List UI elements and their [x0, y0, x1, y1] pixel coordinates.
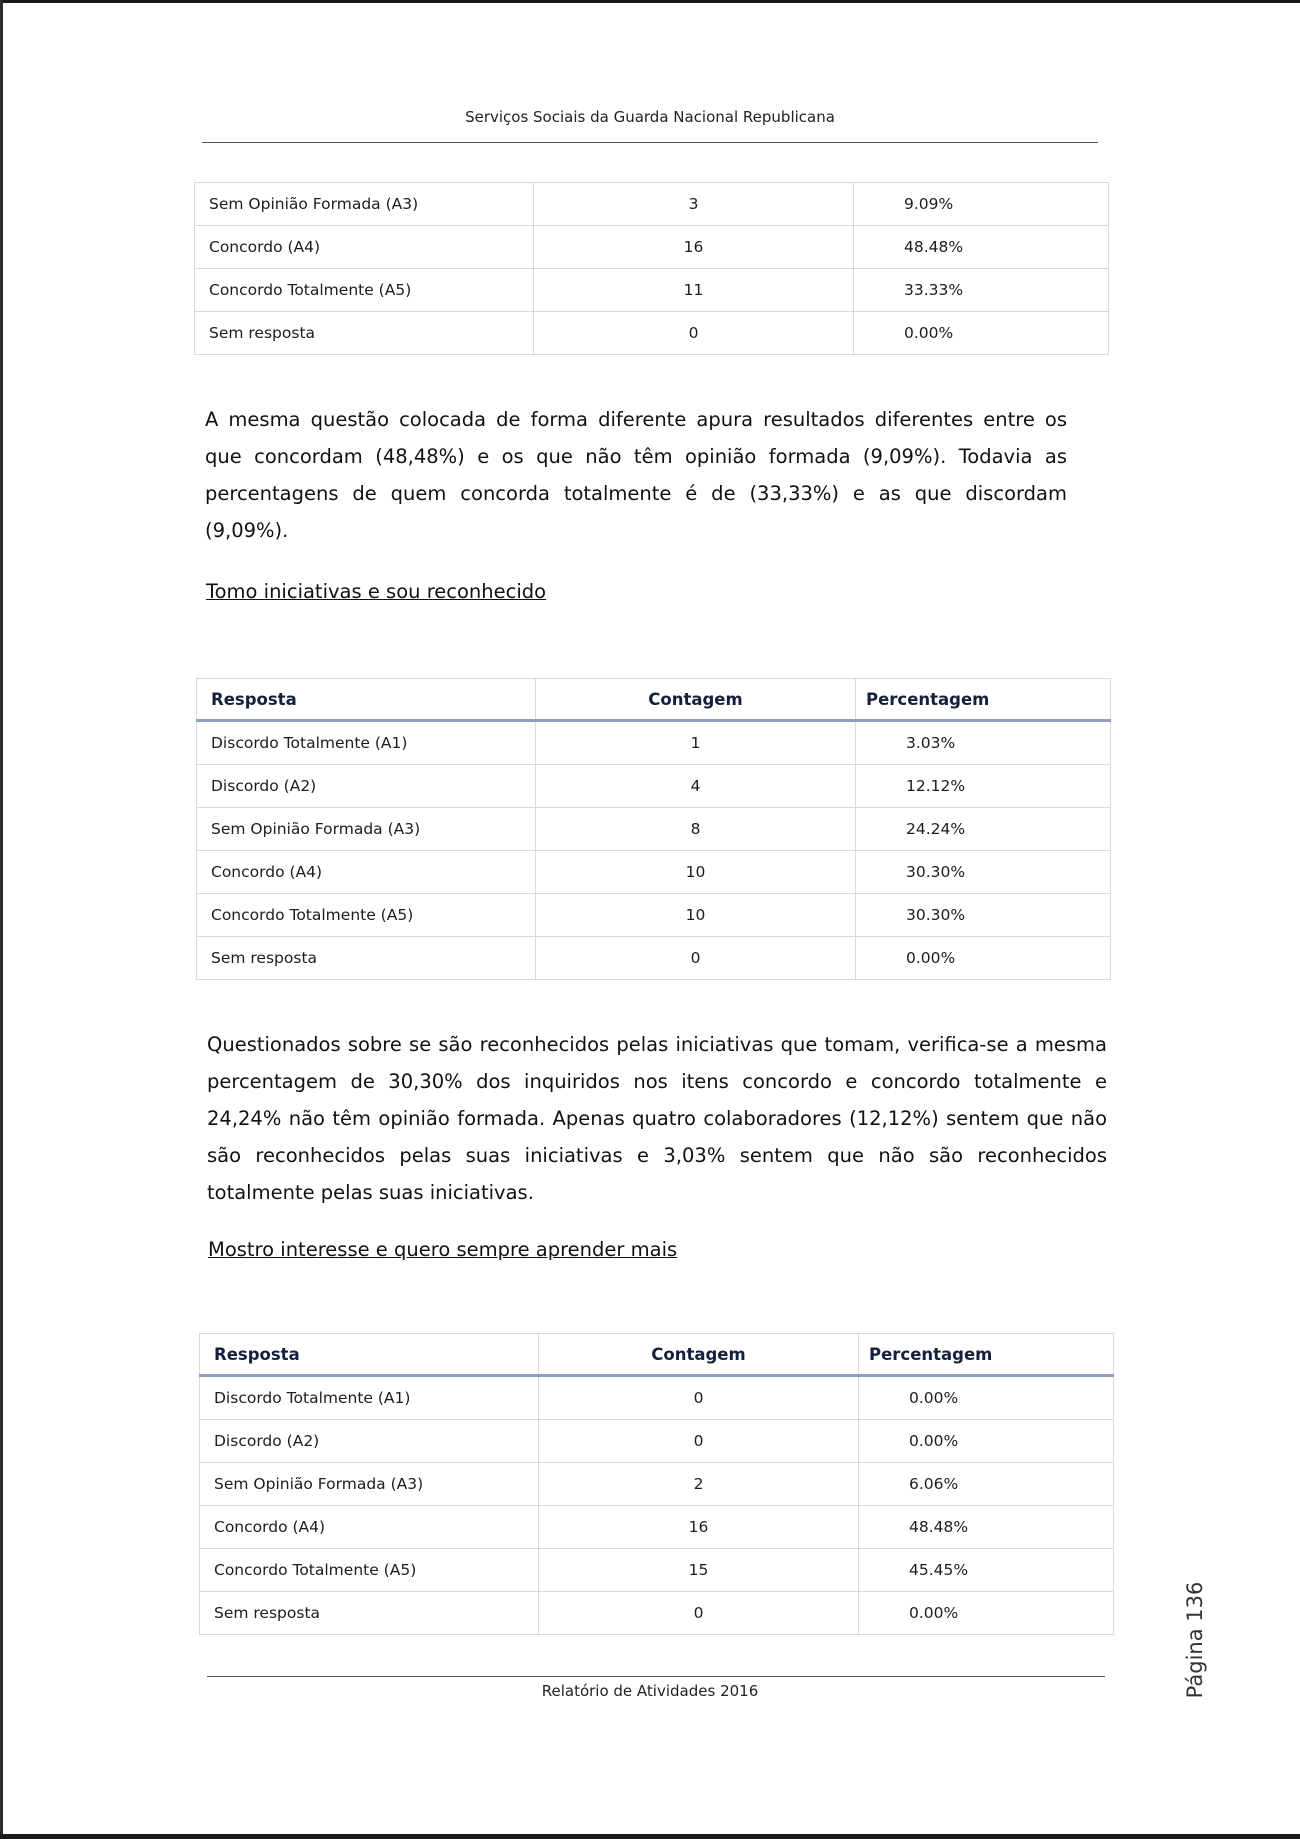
row-label: Discordo Totalmente (A1) [197, 721, 536, 765]
header-resposta: Resposta [200, 1334, 539, 1376]
row-count: 10 [536, 851, 856, 894]
row-label: Discordo (A2) [197, 765, 536, 808]
section-title-iniciativas: Tomo iniciativas e sou reconhecido [206, 580, 547, 603]
row-count: 0 [536, 937, 856, 980]
row-percentage: 0.00% [859, 1376, 1114, 1420]
row-percentage: 48.48% [859, 1506, 1114, 1549]
table-row [195, 312, 1109, 355]
row-count: 15 [539, 1549, 859, 1592]
table-row [197, 894, 1111, 937]
row-label: Sem resposta [197, 937, 536, 980]
row-percentage: 0.00% [854, 312, 1109, 355]
row-label: Sem Opinião Formada (A3) [195, 183, 534, 226]
row-label: Concordo (A4) [200, 1506, 539, 1549]
table-interesse [199, 1333, 1114, 1635]
scan-edge-top [0, 0, 1300, 3]
row-percentage: 6.06% [859, 1463, 1114, 1506]
row-count: 4 [536, 765, 856, 808]
table-row [200, 1506, 1114, 1549]
table-iniciativas [196, 678, 1111, 980]
row-percentage: 0.00% [859, 1592, 1114, 1635]
row-count: 0 [539, 1376, 859, 1420]
row-count: 8 [536, 808, 856, 851]
header-resposta: Resposta [197, 679, 536, 721]
table-row [200, 1592, 1114, 1635]
section-title-interesse: Mostro interesse e quero sempre aprender mais [208, 1238, 678, 1261]
table-row [197, 808, 1111, 851]
row-label: Discordo Totalmente (A1) [200, 1376, 539, 1420]
table-row [200, 1463, 1114, 1506]
row-percentage: 30.30% [856, 851, 1111, 894]
row-count: 16 [534, 226, 854, 269]
row-label: Concordo Totalmente (A5) [200, 1549, 539, 1592]
row-count: 0 [539, 1420, 859, 1463]
row-label: Sem resposta [200, 1592, 539, 1635]
table-row [200, 1420, 1114, 1463]
header-percentagem: Percentagem [859, 1334, 1114, 1376]
row-percentage: 9.09% [854, 183, 1109, 226]
row-percentage: 48.48% [854, 226, 1109, 269]
row-label: Concordo Totalmente (A5) [197, 894, 536, 937]
row-percentage: 3.03% [856, 721, 1111, 765]
row-label: Discordo (A2) [200, 1420, 539, 1463]
table-continuation [194, 182, 1109, 355]
row-count: 10 [536, 894, 856, 937]
table-row [197, 937, 1111, 980]
table-row [200, 1376, 1114, 1420]
page-number-label: Página 136 [1183, 1581, 1207, 1699]
table-header-row [200, 1334, 1114, 1376]
table-row [200, 1549, 1114, 1592]
table-row [197, 721, 1111, 765]
header-contagem: Contagem [539, 1334, 859, 1376]
table-row [197, 765, 1111, 808]
row-count: 1 [536, 721, 856, 765]
row-label: Sem Opinião Formada (A3) [200, 1463, 539, 1506]
row-percentage: 24.24% [856, 808, 1111, 851]
row-percentage: 0.00% [859, 1420, 1114, 1463]
row-percentage: 30.30% [856, 894, 1111, 937]
row-count: 0 [534, 312, 854, 355]
row-count: 3 [534, 183, 854, 226]
table-row [195, 183, 1109, 226]
paragraph-analysis-2: Questionados sobre se são reconhecidos pelas iniciativas que tomam, verifica-se a mesma percentagem de 30,30% dos inquiridos nos itens concordo e concordo totalmente e 24,24% não têm opinião formada. Apenas quatro colaboradores (12,12%) sentem que não são reconhecidos pelas suas iniciativas e 3,03% sentem que não são reconhecidos totalmente pelas suas iniciativas. [207, 1033, 1107, 1204]
table-row [195, 269, 1109, 312]
page-number [1175, 1540, 1215, 1740]
table-row [195, 226, 1109, 269]
scan-edge-bottom [0, 1834, 1300, 1839]
header-percentagem: Percentagem [856, 679, 1111, 721]
scan-edge-left [0, 0, 3, 1839]
header-contagem: Contagem [536, 679, 856, 721]
row-label: Concordo (A4) [195, 226, 534, 269]
table-header-row [197, 679, 1111, 721]
row-percentage: 0.00% [856, 937, 1111, 980]
row-label: Sem resposta [195, 312, 534, 355]
page-header: Serviços Sociais da Guarda Nacional Republicana [465, 108, 835, 126]
row-percentage: 45.45% [859, 1549, 1114, 1592]
row-percentage: 33.33% [854, 269, 1109, 312]
page-footer: Relatório de Atividades 2016 [541, 1682, 759, 1700]
paragraph-analysis-1: A mesma questão colocada de forma diferente apura resultados diferentes entre os que concordam (48,48%) e os que não têm opinião formada (9,09%). Todavia as percentagens de quem concorda totalmente é de (33,33%) e as que discordam (9,09%). [205, 408, 1067, 542]
row-count: 16 [539, 1506, 859, 1549]
row-label: Concordo Totalmente (A5) [195, 269, 534, 312]
footer-divider [207, 1676, 1105, 1677]
row-label: Sem Opinião Formada (A3) [197, 808, 536, 851]
row-count: 0 [539, 1592, 859, 1635]
row-label: Concordo (A4) [197, 851, 536, 894]
row-percentage: 12.12% [856, 765, 1111, 808]
table-row [197, 851, 1111, 894]
header-divider [202, 142, 1098, 143]
row-count: 2 [539, 1463, 859, 1506]
row-count: 11 [534, 269, 854, 312]
